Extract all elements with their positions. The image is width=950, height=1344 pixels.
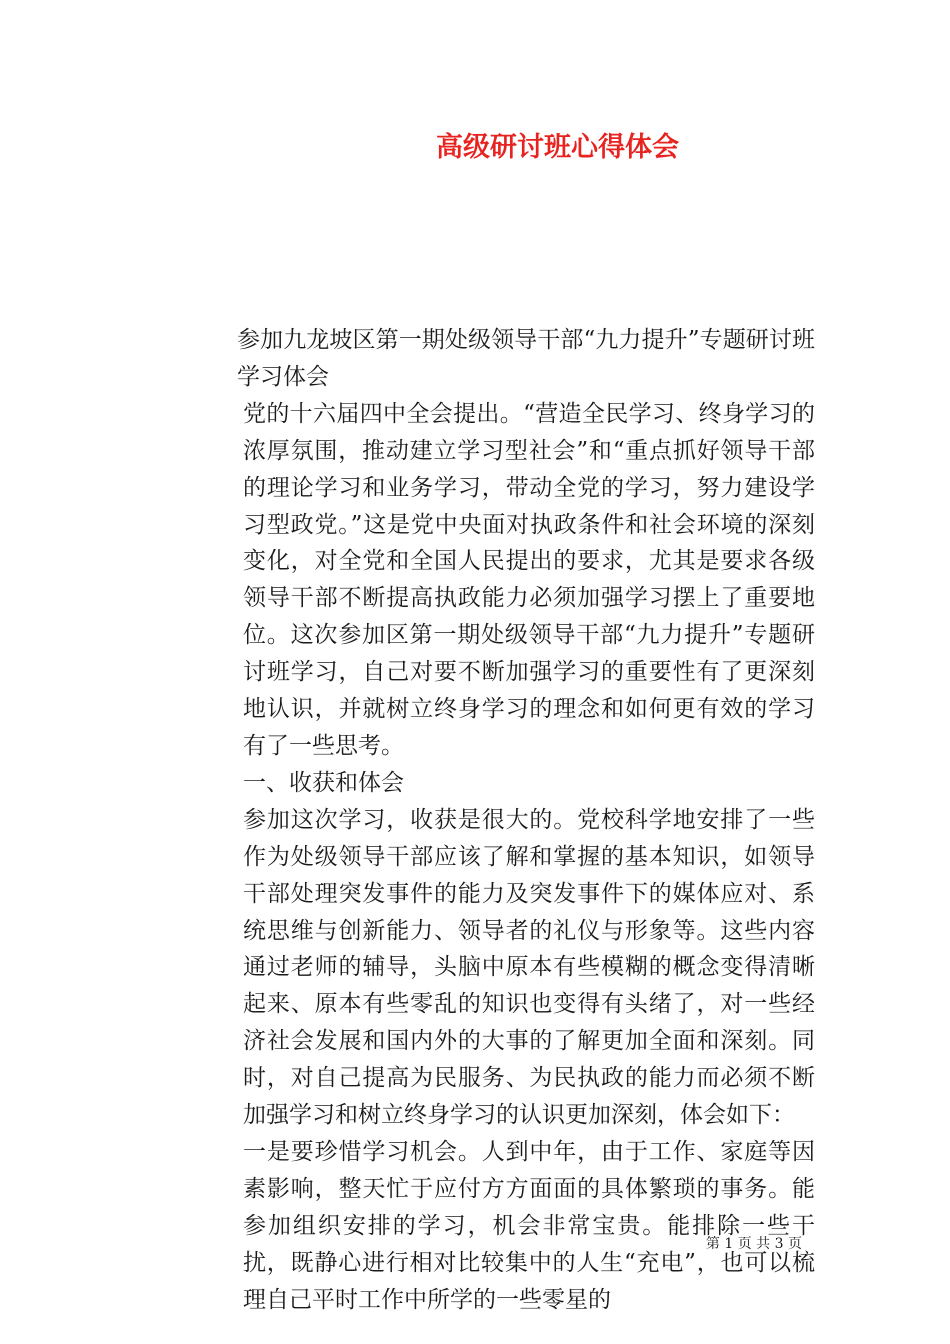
- document-title: 高级研讨班心得体会: [436, 132, 679, 163]
- paragraph-intro: 党的十六届四中全会提出。“营造全民学习、终身学习的浓厚氛围，推动建立学习型社会”和“重点抓好领导干部的理论学习和业务学习，带动全党的学习，努力建设学习型政党。”这是党中央面对执政条件和社会环境的深刻变化，对全党和全国人民提出的要求，尤其是要求各级领导干部不断提高执政能力必须加强学习摆上了重要地位。这次参加区第一期处级领导干部“九力提升”专题研讨班学习，自己对要不断加强学习的重要性有了更深刻地认识，并就树立终身学习的理念和如何更有效的学习有了一些思考。: [243, 400, 815, 759]
- page-number-footer: 第 1 页 共 3 页: [705, 1236, 802, 1252]
- section-heading: 一、收获和体会: [243, 769, 404, 796]
- paragraph-point-one: 一是要珍惜学习机会。人到中年，由于工作、家庭等因素影响，整天忙于应付方方面面的具体繁琐的事务。能参加组织安排的学习，机会非常宝贵。能排除一些干扰，既静心进行相对比较集中的人生“充电”，也可以梳理自己平时工作中所学的一些零星的: [243, 1138, 815, 1313]
- document-subtitle: 参加九龙坡区第一期处级领导干部“九力提升”专题研讨班学习体会: [237, 327, 815, 390]
- paragraph-gains: 参加这次学习，收获是很大的。党校科学地安排了一些作为处级领导干部应该了解和掌握的基本知识，如领导干部处理突发事件的能力及突发事件下的媒体应对、系统思维与创新能力、领导者的礼仪与形象等。这些内容通过老师的辅导，头脑中原本有些模糊的概念变得清晰起来、原本有些零乱的知识也变得有头绪了，对一些经济社会发展和国内外的大事的了解更加全面和深刻。同时，对自己提高为民服务、为民执政的能力而必须不断加强学习和树立终身学习的认识更加深刻，体会如下：: [243, 806, 815, 1129]
- document-body: [145, 322, 815, 1318]
